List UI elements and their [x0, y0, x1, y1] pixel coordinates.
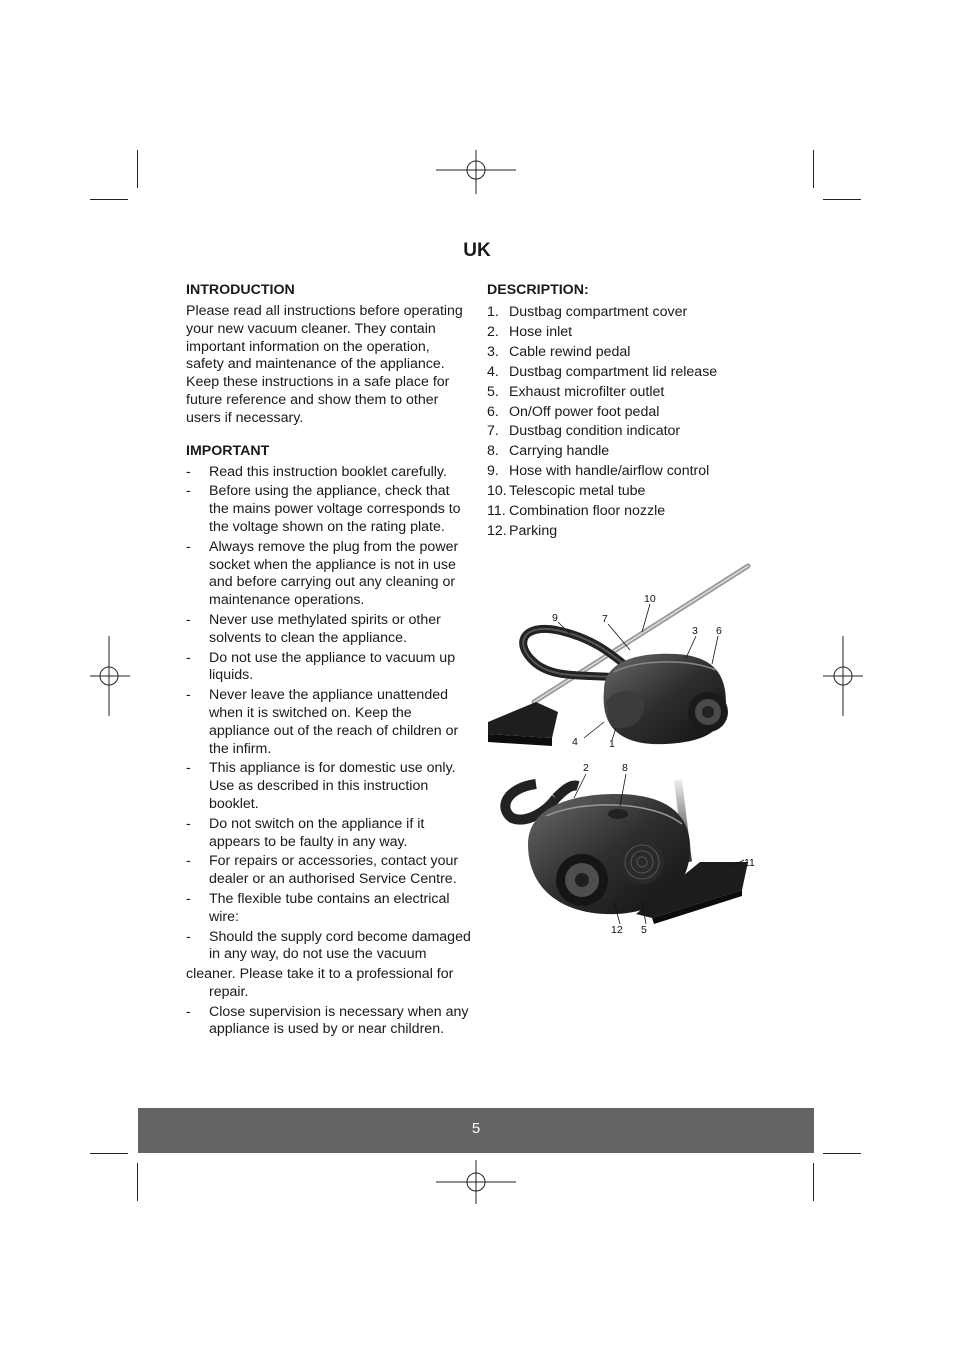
right-column	[487, 281, 767, 542]
registration-target-top-icon	[436, 150, 516, 194]
callout-7: 7	[602, 613, 608, 625]
callout-2: 2	[583, 762, 589, 774]
list-item: 6. On/Off power foot pedal	[487, 403, 660, 420]
callout-12: 12	[611, 924, 623, 936]
callout-9: 9	[552, 612, 558, 624]
list-item: - Close supervision is necessary when any appliance is used by or near children.	[186, 1003, 469, 1038]
list-item: - Should the supply cord become damaged in any way, do not use the vacuum	[186, 928, 471, 963]
list-item: 9. Hose with handle/airflow control	[487, 463, 710, 480]
vacuum-side-view	[488, 566, 748, 746]
list-item: 10. Telescopic metal tube	[487, 483, 646, 500]
important-list	[186, 464, 471, 965]
list-item: 7. Dustbag condition indicator	[487, 423, 681, 440]
vacuum-cleaner-illustration	[486, 562, 766, 942]
description-list	[487, 303, 767, 542]
list-item: 11. Combination floor nozzle	[487, 503, 666, 520]
page-number: 5	[471, 1120, 481, 1137]
registration-target-right-icon	[823, 636, 863, 716]
list-item: - This appliance is for domestic use only. Use as described in this instruction booklet.	[186, 760, 456, 812]
introduction-heading: INTRODUCTION	[186, 282, 295, 298]
list-item: - Always remove the plug from the power socket when the appliance is not in use and before carrying out any cleaning or maintenance operations.	[186, 538, 459, 609]
callout-10: 10	[644, 593, 656, 605]
description-heading: DESCRIPTION:	[487, 282, 589, 298]
footer-bar	[138, 1108, 814, 1153]
callout-1: 1	[609, 738, 615, 750]
registration-target-bottom-icon	[436, 1160, 516, 1204]
list-item: 3. Cable rewind pedal	[487, 343, 631, 360]
left-column	[186, 281, 471, 1041]
list-item: - Read this instruction booklet carefully.	[186, 463, 447, 480]
callout-4: 4	[572, 736, 578, 748]
introduction-text: Please read all instructions before operating your new vacuum cleaner. They contain important information on the operation, safety and maintenance of the appliance. Keep these instructions in a safe place for future reference and show them to other users if necessary.	[186, 303, 463, 426]
important-heading: IMPORTANT	[186, 442, 270, 459]
list-item: 1. Dustbag compartment cover	[487, 304, 688, 320]
list-item: - Never leave the appliance unattended when it is switched on. Keep the appliance out of the reach of children or the infirm.	[186, 687, 459, 757]
callout-8: 8	[622, 762, 628, 774]
registration-target-left-icon	[90, 636, 130, 716]
list-item: 5. Exhaust microfilter outlet	[487, 383, 665, 400]
list-item: 4. Dustbag compartment lid release	[487, 363, 718, 380]
list-item: 8. Carrying handle	[487, 443, 610, 460]
continuation-text: cleaner. Please take it to a professional for repair.	[186, 966, 454, 1000]
list-item: 12. Parking	[487, 522, 558, 539]
list-item: 2. Hose inlet	[487, 323, 573, 340]
list-item: - Never use methylated spirits or other solvents to clean the appliance.	[186, 611, 441, 646]
language-heading: UK	[463, 240, 491, 261]
callout-3: 3	[692, 625, 698, 637]
list-item: - The flexible tube contains an electrical wire:	[186, 890, 450, 925]
list-item: - Do not switch on the appliance if it appears to be faulty in any way.	[186, 815, 425, 850]
callout-11: 11	[744, 857, 755, 869]
important-list-end	[186, 1004, 471, 1040]
list-item: - For repairs or accessories, contact your dealer or an authorised Service Centre.	[186, 853, 459, 888]
vacuum-front-view	[505, 780, 748, 924]
callout-6: 6	[716, 625, 722, 637]
list-item: - Before using the appliance, check that the mains power voltage corresponds to the voltage shown on the rating plate.	[186, 483, 461, 535]
list-item: - Do not use the appliance to vacuum up liquids.	[186, 649, 456, 684]
callout-5: 5	[641, 924, 647, 936]
